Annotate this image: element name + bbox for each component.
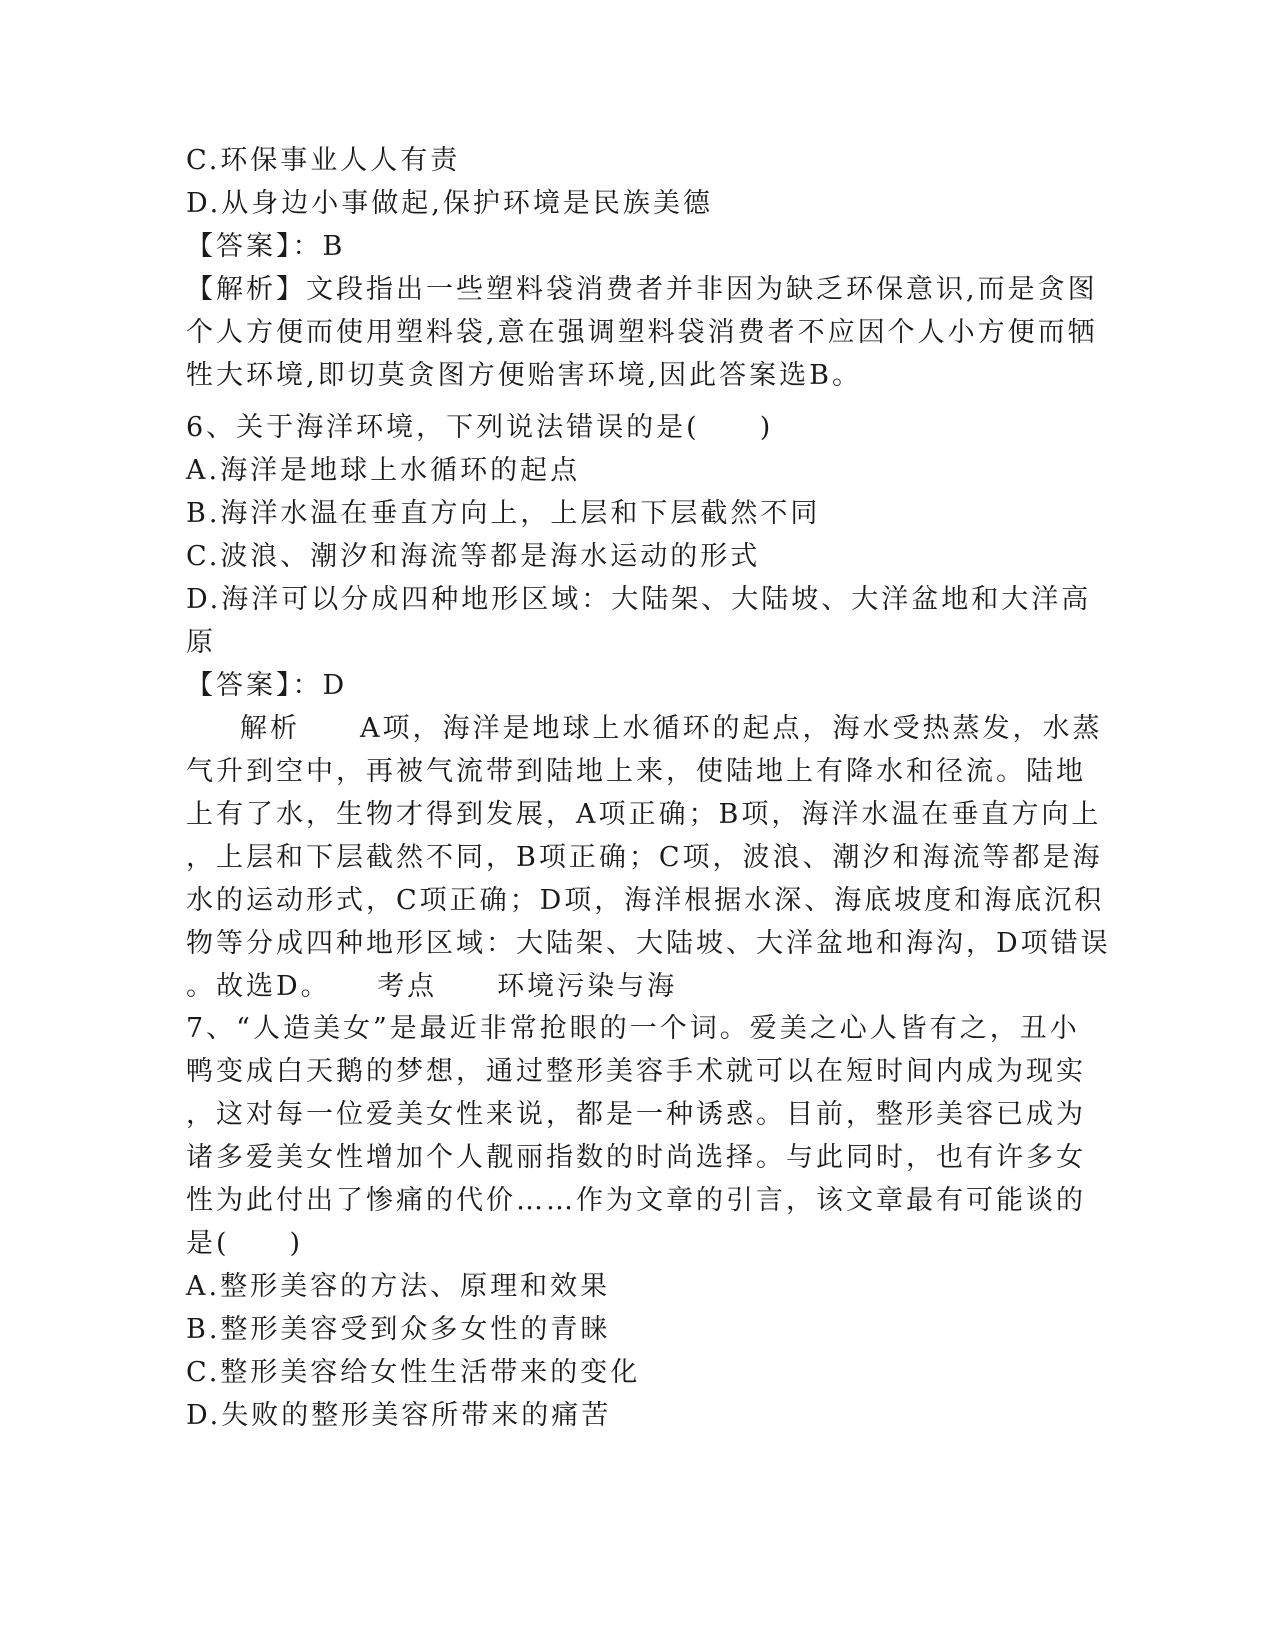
q7-stem-line: 性为此付出了惨痛的代价……作为文章的引言，该文章最有可能谈的 — [186, 1185, 1086, 1216]
q5-answer: 【答案】：B — [186, 231, 346, 262]
q6-stem: 6、关于海洋环境，下列说法错误的是( ) — [186, 412, 774, 443]
q5-analysis-line: 个人方便而使用塑料袋,意在强调塑料袋消费者不应因个人小方便而牺 — [186, 317, 1098, 348]
question-7-section — [186, 1007, 1086, 1437]
q7-stem-line: ，这对每一位爱美女性来说，都是一种诱惑。目前，整形美容已成为 — [186, 1099, 1086, 1130]
q6-analysis-line: 解析 A项，海洋是地球上水循环的起点，海水受热蒸发，水蒸 — [240, 713, 1103, 744]
q7-option-d: D.失败的整形美容所带来的痛苦 — [186, 1400, 612, 1431]
q5-analysis-line: 【解析】文段指出一些塑料袋消费者并非因为缺乏环保意识,而是贪图 — [186, 274, 1098, 305]
q7-stem-line: 诸多爱美女性增加个人靓丽指数的时尚选择。与此同时，也有许多女 — [186, 1142, 1086, 1173]
q7-stem-line: 7、“人造美女”是最近非常抢眼的一个词。爱美之心人皆有之，丑小 — [186, 1013, 1080, 1044]
q7-option-a: A.整形美容的方法、原理和效果 — [186, 1271, 611, 1302]
q6-option-d: D.海洋可以分成四种地形区域：大陆架、大陆坡、大洋盆地和大洋高 — [186, 584, 1092, 615]
q7-stem-line: 鸭变成白天鹅的梦想，通过整形美容手术就可以在短时间内成为现实 — [186, 1056, 1086, 1087]
question-5-section — [186, 139, 1098, 397]
q5-option-c: C.环保事业人人有责 — [186, 145, 461, 176]
q6-analysis-line: 上有了水，生物才得到发展，A项正确；B项，海洋水温在垂直方向上 — [186, 799, 1102, 830]
question-6-section — [186, 406, 1111, 1008]
q6-option-d-continued: 原 — [186, 627, 216, 658]
q6-analysis-line: 气升到空中，再被气流带到陆地上来，使陆地上有降水和径流。陆地 — [186, 756, 1086, 787]
q6-answer: 【答案】：D — [186, 670, 348, 701]
q5-analysis-line: 牲大环境,即切莫贪图方便贻害环境,因此答案选B。 — [186, 360, 863, 391]
q6-analysis-line: ，上层和下层截然不同，B项正确；C项，波浪、潮汐和海流等都是海 — [186, 842, 1103, 873]
q6-option-c: C.波浪、潮汐和海流等都是海水运动的形式 — [186, 541, 761, 572]
q6-analysis-line: 物等分成四种地形区域：大陆架、大陆坡、大洋盆地和海沟，D项错误 — [186, 928, 1111, 959]
q7-option-c: C.整形美容给女性生活带来的变化 — [186, 1357, 641, 1388]
q7-stem-line: 是( ) — [186, 1228, 304, 1259]
q6-analysis-line: 。故选D。 考点 环境污染与海 — [186, 971, 678, 1002]
q7-option-b: B.整形美容受到众多女性的青睐 — [186, 1314, 611, 1345]
q6-option-b: B.海洋水温在垂直方向上，上层和下层截然不同 — [186, 498, 821, 529]
q6-option-a: A.海洋是地球上水循环的起点 — [186, 455, 581, 486]
q5-option-d: D.从身边小事做起,保护环境是民族美德 — [186, 188, 713, 219]
q6-analysis-line: 水的运动形式，C项正确；D项，海洋根据水深、海底坡度和海底沉积 — [186, 885, 1105, 916]
